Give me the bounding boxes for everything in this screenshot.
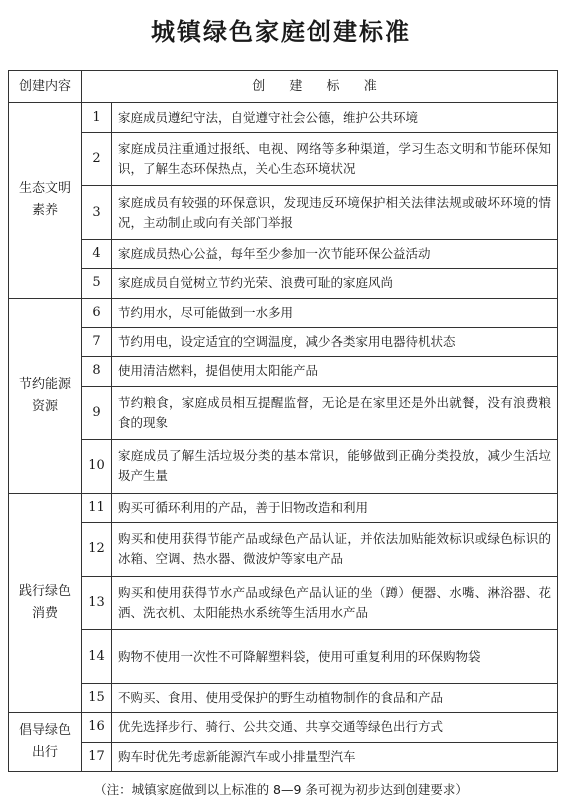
table-row: [9, 103, 558, 132]
table-row: [9, 239, 558, 268]
row-text: 家庭成员遵纪守法，自觉遵守社会公德，维护公共环境: [112, 103, 558, 132]
header-category: 创建内容: [9, 71, 82, 103]
table-row: [9, 186, 558, 240]
table-row: [9, 523, 558, 577]
row-text: 不购买、食用、使用受保护的野生动植物制作的食品和产品: [112, 683, 558, 712]
page-title: 城镇绿色家庭创建标准: [151, 18, 411, 46]
row-number: 8: [82, 357, 112, 386]
table-row: [9, 386, 558, 440]
category-energy-saving: 节约能源资源: [9, 298, 82, 493]
table-row: [9, 493, 558, 522]
row-number: 7: [82, 327, 112, 356]
row-text: 节约用水，尽可能做到一水多用: [112, 298, 558, 327]
category-green-travel: 倡导绿色出行: [9, 713, 82, 772]
standards-table: [8, 70, 558, 772]
row-number: 4: [82, 239, 112, 268]
table-row: [9, 742, 558, 771]
row-text: 家庭成员了解生活垃圾分类的基本常识，能够做到正确分类投放，减少生活垃圾产生量: [112, 440, 558, 494]
row-number: 17: [82, 742, 112, 771]
row-text: 家庭成员注重通过报纸、电视、网络等多种渠道，学习生态文明和节能环保知识，了解生态环保热点，关心生态环境状况: [112, 132, 558, 186]
category-ecological-literacy: 生态文明素养: [9, 103, 82, 298]
table-row: [9, 440, 558, 494]
row-number: 11: [82, 493, 112, 522]
row-text: 购买和使用获得节能产品或绿色产品认证，并依法加贴能效标识或绿色标识的冰箱、空调、热水器、微波炉等家电产品: [112, 523, 558, 577]
table-row: [9, 327, 558, 356]
row-text: 使用清洁燃料，提倡使用太阳能产品: [112, 357, 558, 386]
table-row: [9, 269, 558, 298]
table-row: [9, 357, 558, 386]
table-header-row: [9, 71, 558, 103]
table-row: [9, 683, 558, 712]
row-text: 家庭成员自觉树立节约光荣、浪费可耻的家庭风尚: [112, 269, 558, 298]
row-text: 节约粮食，家庭成员相互提醒监督，无论是在家里还是外出就餐，没有浪费粮食的现象: [112, 386, 558, 440]
row-number: 12: [82, 523, 112, 577]
table-row: [9, 298, 558, 327]
row-text: 优先选择步行、骑行、公共交通、共享交通等绿色出行方式: [112, 713, 558, 742]
row-number: 5: [82, 269, 112, 298]
row-number: 14: [82, 630, 112, 684]
row-number: 13: [82, 576, 112, 630]
footnote: （注：城镇家庭做到以上标准的 8—9 条可视为初步达到创建要求）: [94, 782, 468, 797]
table-row: [9, 713, 558, 742]
row-number: 9: [82, 386, 112, 440]
row-text: 节约用电，设定适宜的空调温度，减少各类家用电器待机状态: [112, 327, 558, 356]
table-row: [9, 576, 558, 630]
row-text: 购物不使用一次性不可降解塑料袋，使用可重复利用的环保购物袋: [112, 630, 558, 684]
row-text: 购车时优先考虑新能源汽车或小排量型汽车: [112, 742, 558, 771]
table-row: [9, 630, 558, 684]
row-text: 购买和使用获得节水产品或绿色产品认证的坐（蹲）便器、水嘴、淋浴器、花洒、洗衣机、太阳能热水系统等生活用水产品: [112, 576, 558, 630]
row-number: 3: [82, 186, 112, 240]
row-text: 购买可循环利用的产品，善于旧物改造和利用: [112, 493, 558, 522]
table-row: [9, 132, 558, 186]
row-text: 家庭成员热心公益，每年至少参加一次节能环保公益活动: [112, 239, 558, 268]
row-number: 1: [82, 103, 112, 132]
row-number: 10: [82, 440, 112, 494]
row-number: 2: [82, 132, 112, 186]
row-number: 15: [82, 683, 112, 712]
row-number: 6: [82, 298, 112, 327]
header-standard: 创 建 标 准: [82, 71, 558, 103]
category-green-consumption: 践行绿色消费: [9, 493, 82, 712]
row-text: 家庭成员有较强的环保意识，发现违反环境保护相关法律法规或破坏环境的情况，主动制止或向有关部门举报: [112, 186, 558, 240]
row-number: 16: [82, 713, 112, 742]
